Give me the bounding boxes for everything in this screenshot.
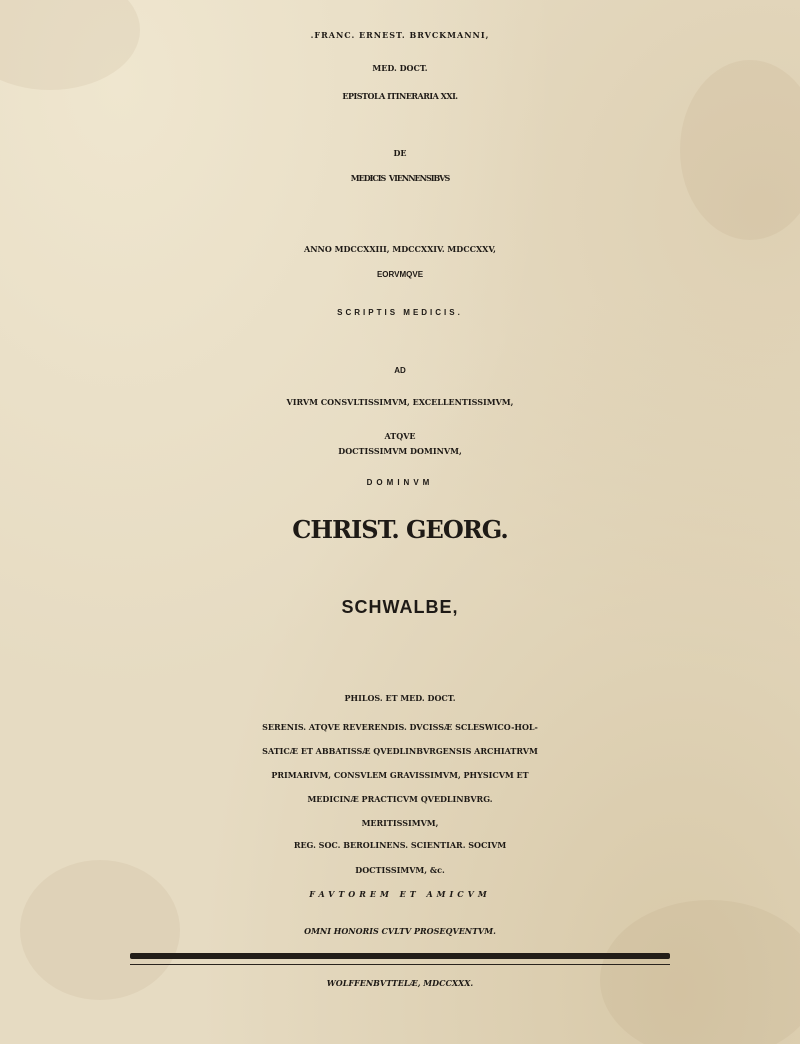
eorumque-line: EORVMQVE — [376, 270, 424, 279]
ornamental-rule — [130, 953, 670, 959]
author-name: .FRANC. ERNEST. BRVCKMANNI, — [310, 30, 490, 40]
credentials-line-4: MEDICINÆ PRACTICVM QVEDLINBVRG. — [307, 794, 493, 804]
credentials-line-5: MERITISSIMVM, — [361, 818, 439, 828]
work-title: EPISTOLA ITINERARIA XXI. — [342, 91, 458, 101]
credentials-line-2: SATICÆ ET ABBATISSÆ QVEDLINBVRGENSIS ARCHIATRVM — [262, 746, 538, 756]
fautorem-line: FAVTOREM ET AMICVM — [309, 889, 491, 899]
doctissimum-line: DOCTISSIMVM DOMINVM, — [338, 446, 462, 456]
dedicatee-first-name: CHRIST. GEORG. — [292, 515, 508, 544]
imprint-line: WOLFFENBVTTELÆ, MDCCXXX. — [326, 978, 474, 988]
ad-line: AD — [394, 366, 406, 375]
years-line: ANNO MDCCXXIII, MDCCXXIV. MDCCXXV, — [304, 244, 496, 254]
paper-stain — [0, 0, 140, 90]
credentials-line-3: PRIMARIVM, CONSVLEM GRAVISSIMVM, PHYSICVM ET — [271, 770, 529, 780]
paper-stain — [600, 900, 800, 1044]
thin-rule — [130, 964, 670, 965]
de-line: DE — [393, 148, 407, 158]
omni-honoris-line: OMNI HONORIS CVLTV PROSEQVENTVM. — [304, 926, 496, 936]
virum-line: VIRVM CONSVLTISSIMVM, EXCELLENTISSIMVM, — [286, 397, 514, 407]
philos-line: PHILOS. ET MED. DOCT. — [344, 693, 456, 703]
dedicatee-last-name: SCHWALBE, — [341, 597, 459, 617]
credentials-line-6: REG. SOC. BEROLINENS. SCIENTIAR. SOCIVM — [293, 840, 507, 850]
scriptis-medicis: SCRIPTIS MEDICIS. — [337, 308, 463, 317]
dominum-line: DOMINVM — [366, 478, 434, 487]
credentials-line-1: SERENIS. ATQVE REVERENDIS. DVCISSÆ SCLESWICO-HOL- — [262, 722, 538, 732]
credentials-line-7: DOCTISSIMVM, &c. — [355, 865, 445, 875]
author-title: MED. DOCT. — [372, 63, 428, 73]
subject-title: MEDICIS VIENNENSIBVS — [350, 173, 450, 183]
atque-line: ATQVE — [384, 431, 416, 441]
